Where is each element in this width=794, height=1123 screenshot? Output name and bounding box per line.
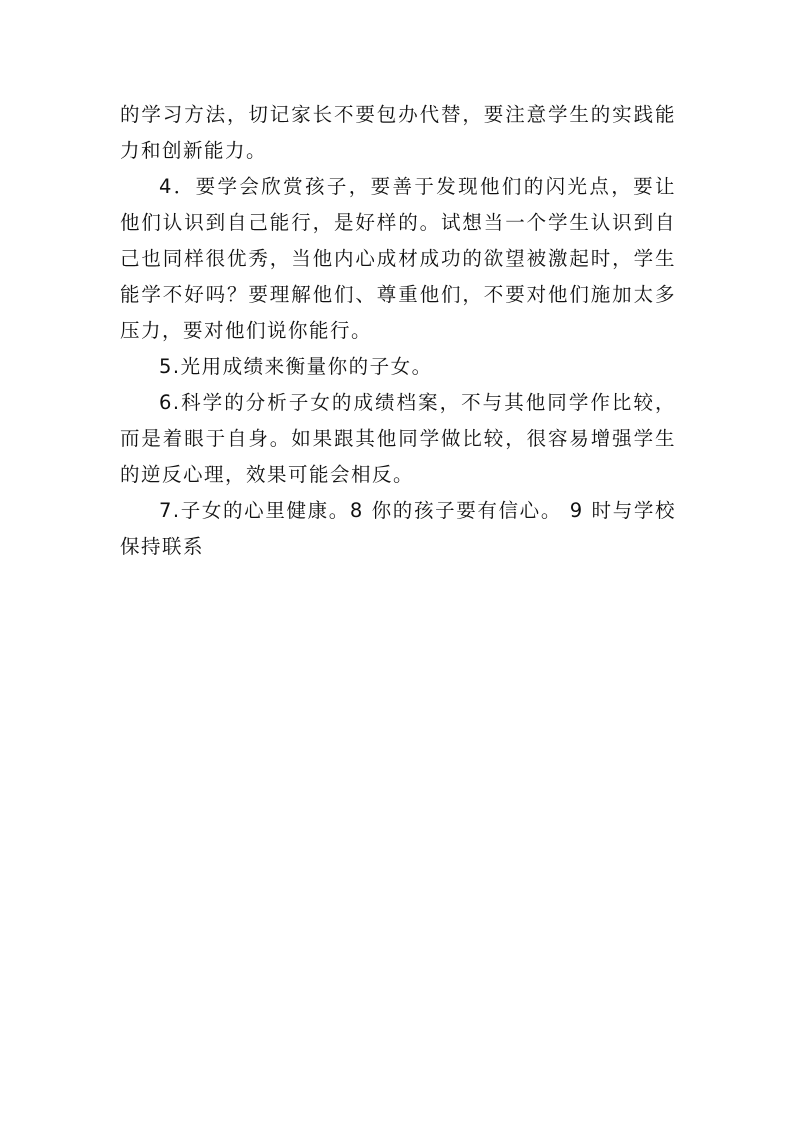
paragraph-item-4: 4．要学会欣赏孩子，要善于发现他们的闪光点，要让他们认识到自己能行，是好样的。试想当一个学生认识到自己也同样很优秀，当他内心成材成功的欲望被激起时，学生能学不好吗？要理解他们、尊重他们，不要对他们施加太多压力，要对他们说你能行。 bbox=[120, 175, 676, 342]
paragraph-item-6: 6.科学的分析子女的成绩档案，不与其他同学作比较，而是着眼于自身。如果跟其他同学做比较，很容易增强学生的逆反心理，效果可能会相反。 bbox=[120, 391, 676, 486]
paragraph-continuation: 的学习方法，切记家长不要包办代替，要注意学生的实践能力和创新能力。 bbox=[120, 103, 676, 162]
paragraph-item-5: 5.光用成绩来衡量你的子女。 bbox=[159, 355, 433, 378]
paragraph-item-7-8-9: 7.子女的心里健康。8 你的孩子要有信心。 9 时与学校保持联系 bbox=[120, 499, 676, 558]
document-body bbox=[120, 97, 676, 565]
